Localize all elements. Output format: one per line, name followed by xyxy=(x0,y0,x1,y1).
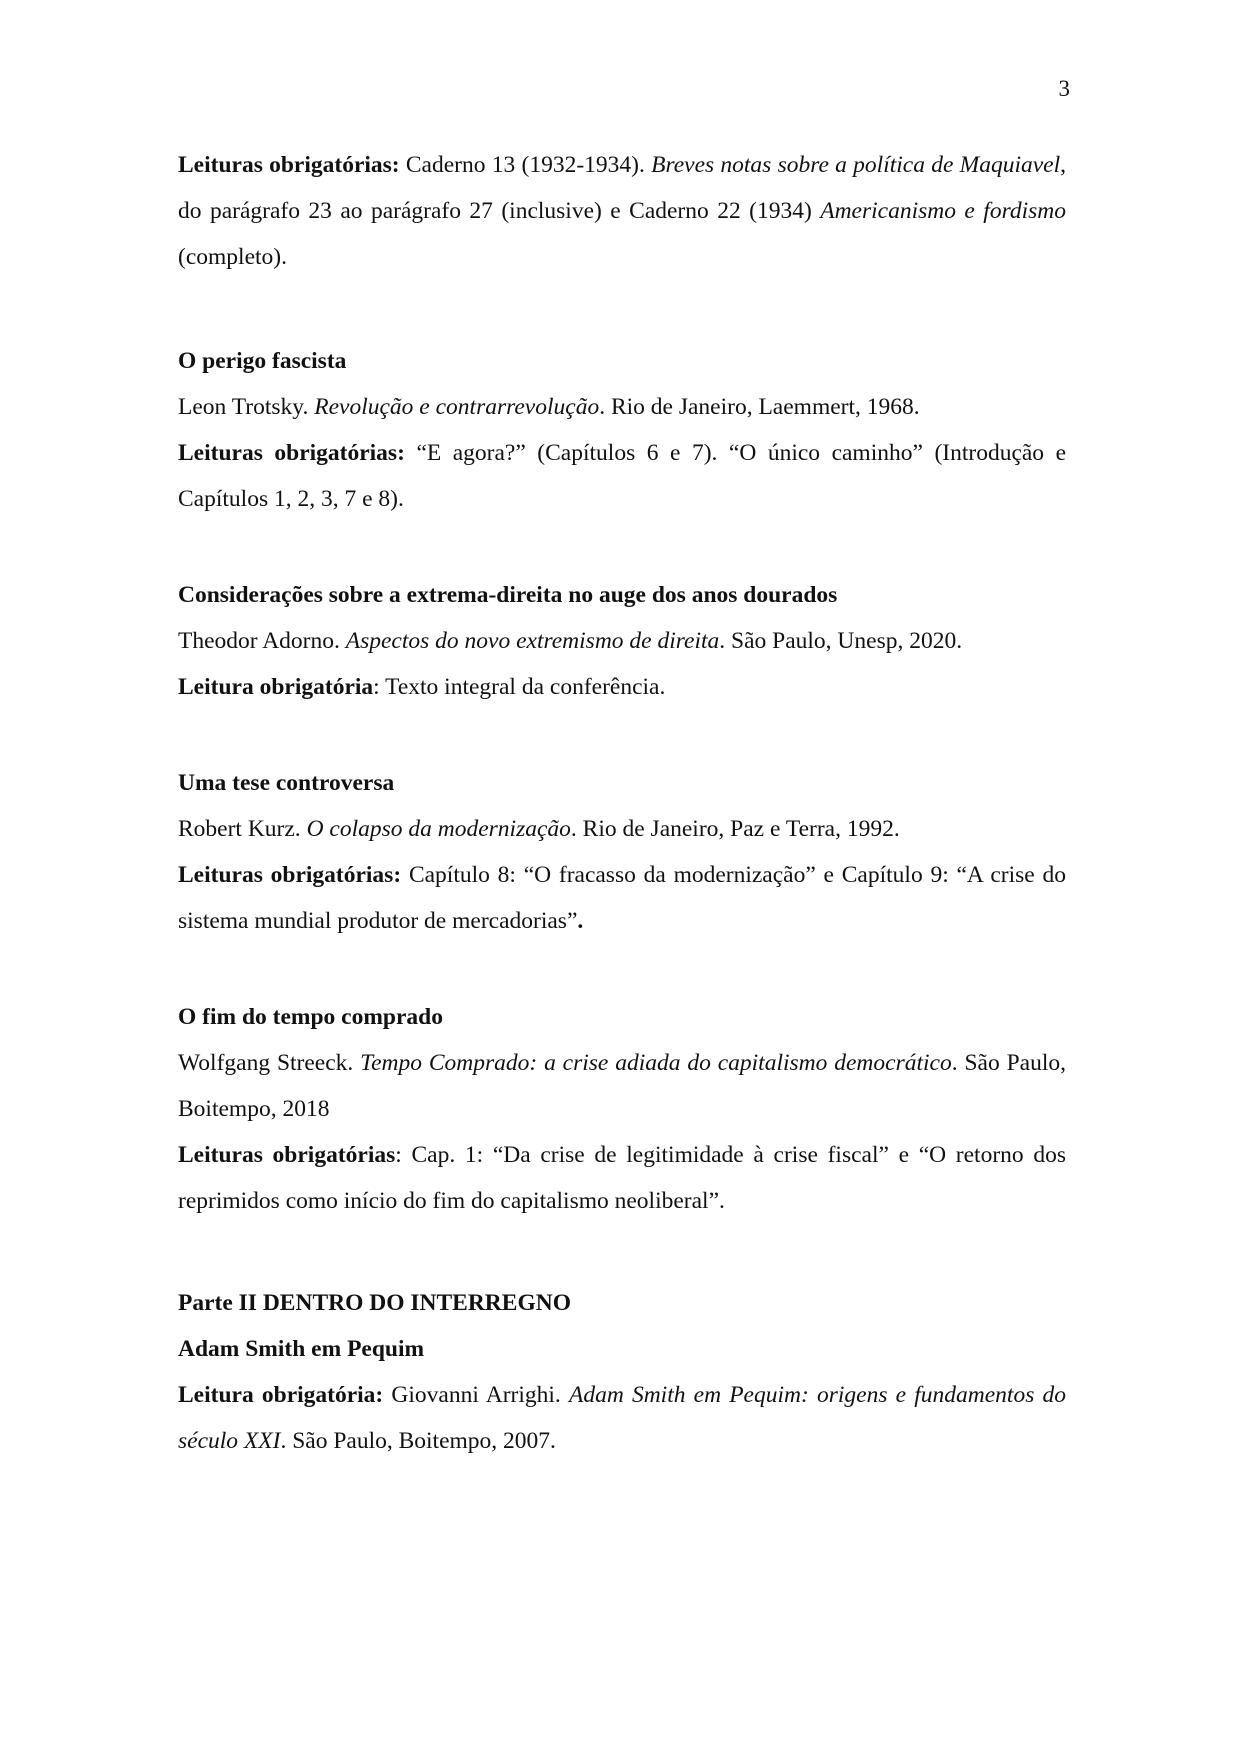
intro-text-a: Caderno 13 (1932-1934). xyxy=(399,152,652,178)
section-readings xyxy=(178,852,1066,944)
reference-details: . Rio de Janeiro, Laemmert, 1968. xyxy=(599,394,920,420)
section-reference xyxy=(178,1040,1066,1132)
reference-title: O colapso da modernização xyxy=(306,816,571,842)
section-readings xyxy=(178,1132,1066,1224)
reference-author: Wolfgang Streeck. xyxy=(178,1050,361,1076)
readings-author: Giovanni Arrighi. xyxy=(383,1382,569,1408)
readings-label: Leitura obrigatória xyxy=(178,674,374,700)
reference-details: . Rio de Janeiro, Paz e Terra, 1992. xyxy=(570,816,900,842)
reference-details: . São Paulo, Unesp, 2020. xyxy=(719,628,963,654)
section-heading-extrema-direita: Considerações sobre a extrema-direita no auge dos anos dourados xyxy=(178,582,838,608)
readings-title: Adam Smith em Pequim: origens e fundamentos do século XXI xyxy=(178,1382,1066,1454)
readings-text: Capítulo 8: “O fracasso da modernização” e Capítulo 9: “A crise do sistema mundial produtor de mercadorias” xyxy=(178,862,1067,934)
section-reference xyxy=(178,384,1066,430)
readings-text: “E agora?” (Capítulos 6 e 7). “O único caminho” (Introdução e Capítulos 1, 2, 3, 7 e 8). xyxy=(178,440,1067,512)
readings-details: . São Paulo, Boitempo, 2007. xyxy=(280,1428,556,1454)
intro-text-c: (completo). xyxy=(178,244,287,270)
page-number: 3 xyxy=(1058,76,1070,101)
readings-label: Leitura obrigatória: xyxy=(178,1382,384,1408)
section-readings xyxy=(178,664,1066,710)
document-body xyxy=(178,142,1066,1464)
part-title: Parte II DENTRO DO INTERREGNO xyxy=(178,1290,571,1316)
section-reference xyxy=(178,806,1066,852)
section-heading-tempo-comprado: O fim do tempo comprado xyxy=(178,1004,444,1030)
readings-text: : Cap. 1: “Da crise de legitimidade à crise fiscal” e “O retorno dos reprimidos como início do fim do capitalismo neoliberal”. xyxy=(178,1142,1066,1214)
section-reference xyxy=(178,618,1066,664)
section-heading-perigo-fascista: O perigo fascista xyxy=(178,348,347,374)
section-heading-adam-smith: Adam Smith em Pequim xyxy=(178,1336,425,1362)
intro-text-b: , do parágrafo 23 ao parágrafo 27 (inclusive) e Caderno 22 (1934) xyxy=(178,152,1067,224)
section-heading-tese-controversa: Uma tese controversa xyxy=(178,770,395,796)
reference-title: Tempo Comprado: a crise adiada do capitalismo democrático xyxy=(360,1050,952,1076)
intro-readings-label: Leituras obrigatórias: xyxy=(178,152,400,178)
reference-author: Leon Trotsky. xyxy=(178,394,315,420)
reference-title: Aspectos do novo extremismo de direita xyxy=(345,628,720,654)
reference-details: . São Paulo, Boitempo, 2018 xyxy=(178,1050,1066,1122)
intro-italic-title-a: Breves notas sobre a política de Maquiavel xyxy=(651,152,1061,178)
readings-label: Leituras obrigatórias: xyxy=(178,440,405,466)
readings-label: Leituras obrigatórias: xyxy=(178,862,402,888)
readings-text: : Texto integral da conferência. xyxy=(373,674,666,700)
readings-end-punctuation: . xyxy=(577,908,584,934)
reference-author: Theodor Adorno. xyxy=(178,628,346,654)
section-readings xyxy=(178,1372,1066,1464)
intro-italic-title-b: Americanismo e fordismo xyxy=(820,198,1066,224)
intro-readings-paragraph xyxy=(178,142,1066,280)
section-readings xyxy=(178,430,1066,522)
readings-label: Leituras obrigatórias xyxy=(178,1142,396,1168)
reference-title: Revolução e contrarrevolução xyxy=(314,394,600,420)
reference-author: Robert Kurz. xyxy=(178,816,307,842)
